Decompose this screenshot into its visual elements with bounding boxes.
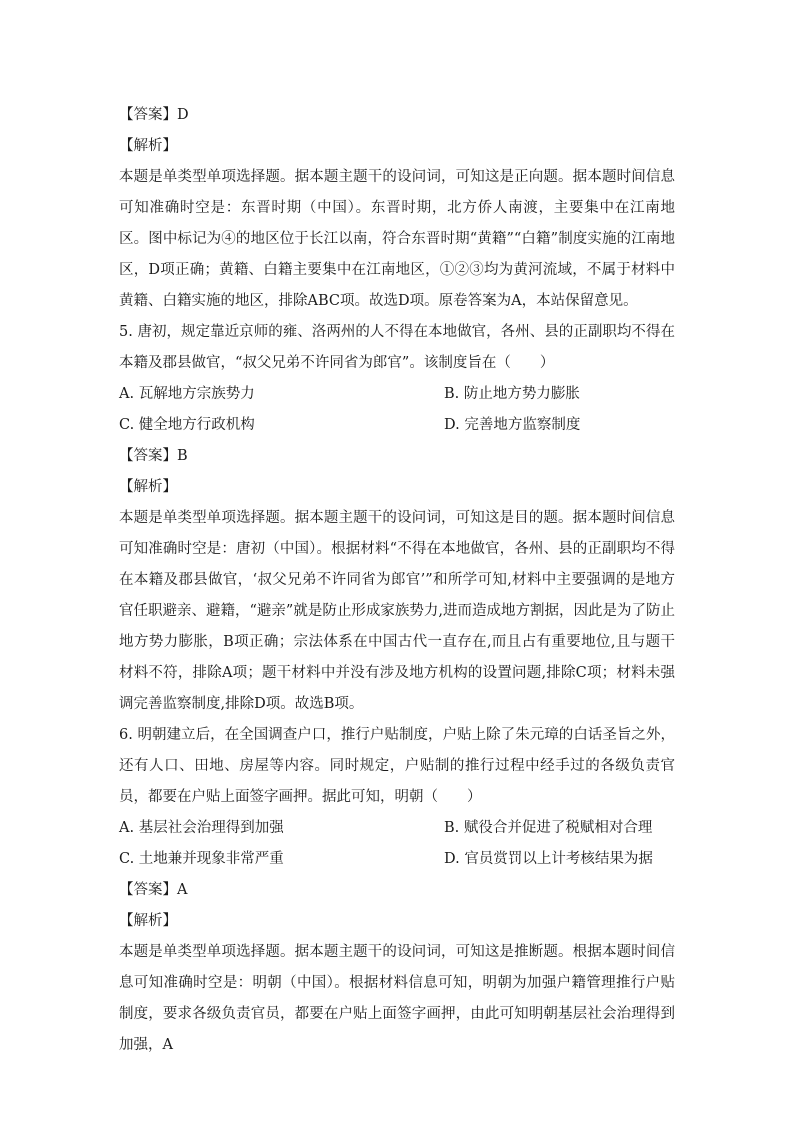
option-right: D. 完善地方监察制度 (444, 417, 581, 433)
question-stem: 5. 唐初，规定靠近京师的雍、洛两州的人不得在本地做官，各州、县的正副职均不得在本籍及郡县做官，“叔父兄弟不许同省为郎官”。该制度旨在（ ） (119, 324, 675, 371)
option-left: A. 基层社会治理得到加强 (119, 820, 284, 836)
analysis-text: 本题是单类型单项选择题。据本题主题干的设问词，可知这是推断题。根据本题时间信息可知准确时空是：明朝（中国）。根据材料信息可知，明朝为加强户籍管理推行户贴制度，要求各级负责官员，都要在户贴上面签字画押，由此可知明朝基层社会治理得到加强，A (119, 944, 675, 1053)
answer-label: 【答案】A (119, 882, 188, 898)
option-right: B. 赋役合并促进了税赋相对合理 (444, 820, 653, 836)
document-body (119, 100, 675, 1061)
options-row (119, 844, 675, 875)
option-right: B. 防止地方势力膨胀 (444, 386, 580, 402)
options-row (119, 410, 675, 441)
answer-label: 【答案】B (119, 448, 188, 464)
option-right: D. 官员赏罚以上计考核结果为据 (444, 851, 653, 867)
options-row (119, 379, 675, 410)
analysis-label: 【解析】 (119, 913, 177, 929)
analysis-text: 本题是单类型单项选择题。据本题主题干的设问词，可知这是正向题。据本题时间信息可知准确时空是：东晋时期（中国）。东晋时期，北方侨人南渡，主要集中在江南地区。图中标记为④的地区位于长江以南，符合东晋时期“黄籍”“白籍”制度实施的江南地区，D项正确；黄籍、白籍主要集中在江南地区，①②③均为黄河流域，不属于材料中黄籍、白籍实施的地区，排除ABC项。故选D项。原卷答案为A，本站保留意见。 (119, 169, 675, 309)
analysis-label: 【解析】 (119, 479, 177, 495)
analysis-label: 【解析】 (119, 138, 177, 154)
question-stem: 6. 明朝建立后，在全国调查户口，推行户贴制度，户贴上除了朱元璋的白话圣旨之外，还有人口、田地、房屋等内容。同时规定，户贴制的推行过程中经手过的各级负责官员，都要在户贴上面签字画押。据此可知，明朝（ ） (119, 727, 675, 805)
option-left: C. 土地兼并现象非常严重 (119, 851, 284, 867)
answer-label: 【答案】D (119, 107, 189, 123)
option-left: C. 健全地方行政机构 (119, 417, 255, 433)
option-left: A. 瓦解地方宗族势力 (119, 386, 255, 402)
analysis-text: 本题是单类型单项选择题。据本题主题干的设问词，可知这是目的题。据本题时间信息可知准确时空是：唐初（中国）。根据材料“不得在本地做官，各州、县的正副职均不得在本籍及郡县做官，‘叔父兄弟不许同省为郎官’”和所学可知,材料中主要强调的是地方官任职避亲、避籍，“避亲”就是防止形成家族势力,进而造成地方割据，因此是为了防止地方势力膨胀，B项正确；宗法体系在中国古代一直存在,而且占有重要地位,且与题干材料不符，排除A项；题干材料中并没有涉及地方机构的设置问题,排除C项；材料未强调完善监察制度,排除D项。故选B项。 (119, 510, 675, 712)
options-row (119, 813, 675, 844)
